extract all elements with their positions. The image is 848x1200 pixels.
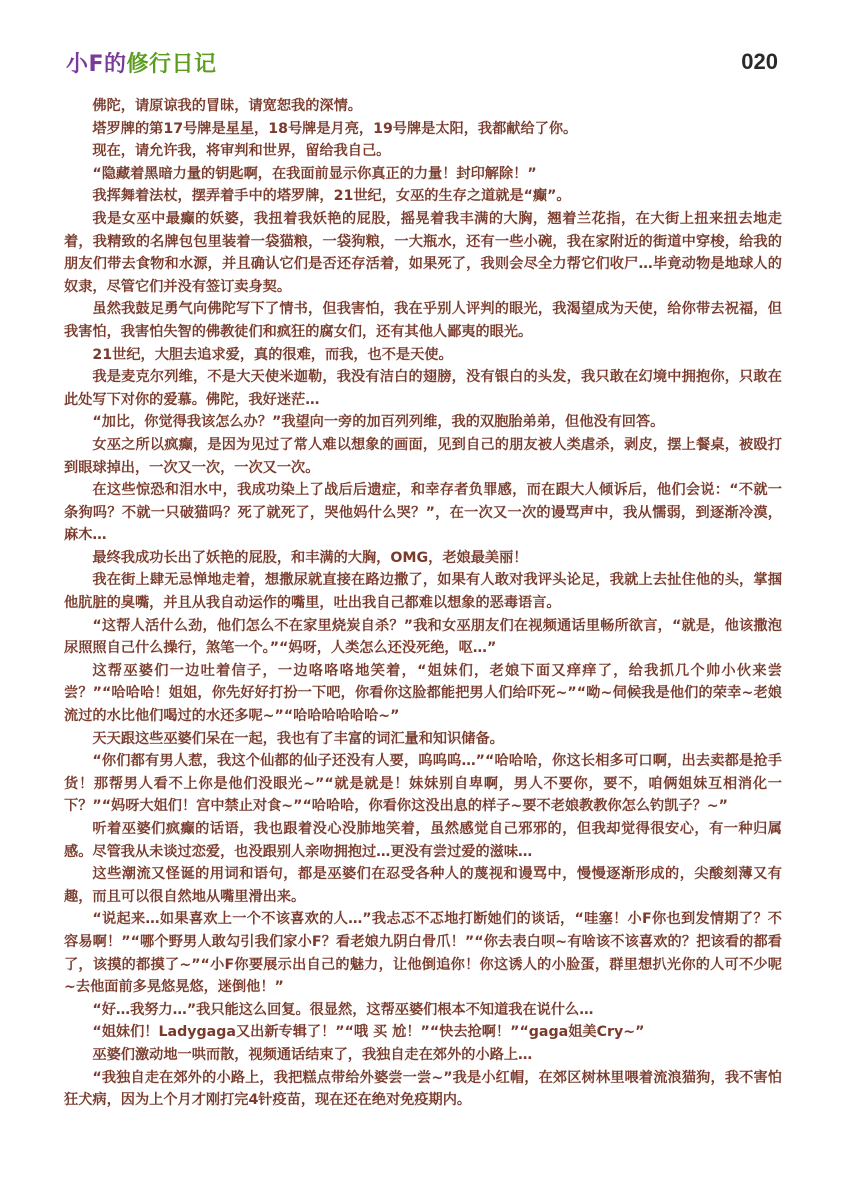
diary-title-part2: 修行日记: [126, 51, 217, 77]
paragraph: 虽然我鼓足勇气向佛陀写下了情书，但我害怕，我在乎别人评判的眼光，我渴望成为天使，给你带去祝福，但我害怕，我害怕失智的佛教徒们和疯狂的腐女们，还有其他人鄙夷的眼光。: [64, 301, 782, 340]
paragraph: “加比，你觉得我该怎么办？”我望向一旁的加百列列维，我的双胞胎弟弟，但他没有回答。: [92, 414, 665, 431]
paragraph: 我是女巫中最癫的妖婆，我扭着我妖艳的屁股，摇晃着我丰满的大胸，翘着兰花指，在大街上扭来扭去地走着，我精致的名牌包包里装着一袋猫粮，一袋狗粮，一大瓶水，还有一些小碗，我在家附近的街道中穿梭，给我的朋友们带去食物和水源，并且确认它们是否还存活着，如果死了，我则会尽全力帮它们收尸…毕竟动物是地球人的奴隶，尽管它们并没有签订卖身契。: [64, 210, 782, 295]
page-header: [66, 44, 778, 80]
paragraph: 这帮巫婆们一边吐着信子，一边咯咯咯地笑着，“姐妹们，老娘下面又痒痒了，给我抓几个帅小伙来尝尝？”“哈哈哈！姐姐，你先好好打扮一下吧，你看你这脸都能把男人们给吓死~”“呦~伺候我是他们的荣幸~老娘流过的水比他们喝过的水还多呢~”“哈哈哈哈哈哈~”: [64, 662, 782, 725]
paragraph: 女巫之所以疯癫，是因为见过了常人难以想象的画面，见到自己的朋友被人类虐杀，剥皮，摆上餐桌，被殴打到眼球掉出，一次又一次，一次又一次。: [64, 436, 782, 476]
paragraph: “姐妹们！Ladygaga又出新专辑了！”“哦 买 尬！”“快去抢啊！”“gaga姐美Cry~”: [92, 1024, 645, 1041]
paragraph: 天天跟这些巫婆们呆在一起，我也有了丰富的词汇量和知识储备。: [92, 730, 504, 747]
paragraph: 21世纪，大胆去追求爱，真的很难，而我，也不是天使。: [92, 346, 453, 363]
paragraph: “说起来…如果喜欢上一个不该喜欢的人…”我忐忑不忑地打断她们的谈话，“哇塞！小F你也到发情期了？不容易啊！”“哪个野男人敢勾引我们家小F？看老娘九阴白骨爪！”“你去表白呗~有啥该不该喜欢的？把该看的都看了，该摸的都摸了~”“小F你要展示出自己的魅力，让他倒追你！你这诱人的小脸蛋，群里想扒光你的人可不少呢~去他面前多晃悠晃悠，迷倒他！”: [64, 911, 782, 996]
diary-body: [64, 95, 782, 1112]
paragraph: “隐藏着黑暗力量的钥匙啊，在我面前显示你真正的力量！封印解除！”: [92, 165, 537, 182]
paragraph: 我在街上肆无忌惮地走着，想撒尿就直接在路边撒了，如果有人敢对我评头论足，我就上去扯住他的头，掌掴他肮脏的臭嘴，并且从我自动运作的嘴里，吐出我自己都难以想象的恶毒语言。: [64, 572, 782, 612]
paragraph: 巫婆们激动地一哄而散，视频通话结束了，我独自走在郊外的小路上…: [92, 1046, 533, 1063]
diary-title: [66, 47, 217, 78]
paragraph: 这些潮流又怪诞的用词和语句，都是巫婆们在忍受各种人的蔑视和谩骂中，慢慢逐渐形成的，尖酸刻薄又有趣，而且可以很自然地从嘴里滑出来。: [64, 866, 782, 905]
paragraph: “你们都有男人惹，我这个仙都的仙子还没有人要，呜呜呜…”“哈哈哈，你这长相多可口啊，出去卖都是抢手货！那帮男人看不上你是他们没眼光~”“就是就是！妹妹别自卑啊，男人不要你，要不，咱俩姐妹互相消化一下？”“妈呀大姐们！宫中禁止对食~”“哈哈哈，你看你这没出息的样子~要不老娘教教你怎么钓凯子？~”: [64, 753, 782, 815]
paragraph: 现在，请允许我，将审判和世界，留给我自己。: [92, 143, 391, 160]
paragraph: 我是麦克尔列维，不是大天使米迦勒，我没有洁白的翅膀，没有银白的头发，我只敢在幻境中拥抱你，只敢在此处写下对你的爱慕。佛陀，我好迷茫…: [64, 369, 782, 408]
diary-title-part1: 小F的: [66, 51, 127, 77]
paragraph: 我挥舞着法杖，摆弄着手中的塔罗牌，21世纪，女巫的生存之道就是“癫”。: [92, 188, 571, 205]
paragraph: 塔罗牌的第17号牌是星星，18号牌是月亮，19号牌是太阳，我都献给了你。: [92, 120, 578, 137]
paragraph: “这帮人活什么劲，他们怎么不在家里烧炭自杀？”我和女巫朋友们在视频通话里畅所欲言，“就是，他该撒泡尿照照自己什么操行，煞笔一个。”“妈呀，人类怎么还没死绝，呕…”: [64, 617, 782, 657]
paragraph: “我独自走在郊外的小路上，我把糕点带给外婆尝一尝~”我是小红帽，在郊区树林里喂着流浪猫狗，我不害怕狂犬病，因为上个月才刚打完4针疫苗，现在还在绝对免疫期内。: [64, 1069, 782, 1109]
paragraph: “好…我努力…”我只能这么回复。很显然，这帮巫婆们根本不知道我在说什么…: [92, 1001, 594, 1018]
paragraph: 听着巫婆们疯癫的话语，我也跟着没心没肺地笑着，虽然感觉自己邪邪的，但我却觉得很安心，有一种归属感。尽管我从未谈过恋爱，也没跟别人亲吻拥抱过…更没有尝过爱的滋味…: [64, 821, 782, 860]
paragraph: 佛陀，请原谅我的冒昧，请宽恕我的深情。: [92, 98, 362, 114]
paragraph: 最终我成功长出了妖艳的屁股，和丰满的大胸，OMG，老娘最美丽！: [92, 549, 528, 566]
page-number: 020: [741, 49, 778, 74]
paragraph: 在这些惊恐和泪水中，我成功染上了战后后遗症，和幸存者负罪感，而在跟大人倾诉后，他们会说：“不就一条狗吗？不就一只破猫吗？死了就死了，哭他妈什么哭？”，在一次又一次的谩骂声中，我从懦弱，到逐渐冷漠，麻木…: [64, 482, 782, 544]
